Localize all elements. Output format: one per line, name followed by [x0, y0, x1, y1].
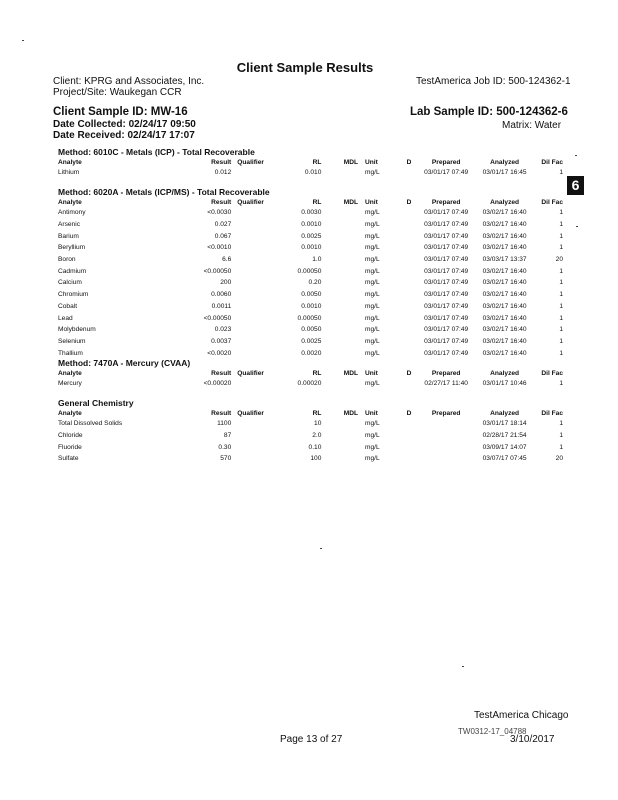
column-header-result: Result [211, 199, 232, 206]
column-header-analyzed: Analyzed [490, 199, 520, 206]
column-header-result: Result [211, 159, 232, 166]
table-row [58, 324, 563, 336]
cell-analyzed: 03/01/17 16:45 [482, 169, 527, 177]
cell-rl: 0.0050 [301, 326, 322, 334]
cell-prepared: 03/01/17 07:49 [424, 291, 469, 299]
cell-rl: 0.0030 [301, 209, 322, 217]
cell-analyte: Arsenic [58, 221, 80, 229]
cell-dil: 1 [559, 244, 563, 252]
column-header-analyzed: Analyzed [490, 410, 520, 417]
cell-result: <0.00050 [203, 267, 232, 275]
cell-result: 0.0060 [211, 291, 232, 299]
cell-analyzed: 03/02/17 16:40 [482, 232, 527, 240]
cell-prepared: 03/01/17 07:49 [424, 279, 469, 287]
cell-prepared: 03/01/17 07:49 [424, 221, 469, 229]
cell-dil: 1 [559, 349, 563, 357]
cell-dil: 1 [559, 380, 563, 388]
table-row [58, 336, 563, 348]
column-header-rl: RL [312, 159, 322, 166]
cell-rl: 0.0025 [301, 337, 322, 345]
cell-dil: 1 [559, 291, 563, 299]
cell-prepared: 03/01/17 07:49 [424, 314, 469, 322]
table-row [58, 277, 563, 289]
column-header-analyte: Analyte [58, 199, 82, 206]
cell-dil: 1 [559, 221, 563, 229]
cell-rl: 1.0 [312, 256, 322, 264]
scan-speck [22, 40, 24, 41]
cell-unit: mg/L [365, 455, 380, 463]
table-header [58, 198, 563, 207]
cell-result: 0.0037 [211, 337, 232, 345]
table-row [58, 230, 563, 242]
cell-prepared: 03/01/17 07:49 [424, 326, 469, 334]
cell-dil: 1 [559, 326, 563, 334]
column-header-analyzed: Analyzed [490, 159, 520, 166]
column-header-d: D [406, 159, 412, 166]
cell-analyte: Chloride [58, 432, 83, 440]
table-row [58, 254, 563, 266]
cell-analyzed: 03/02/17 16:40 [482, 244, 527, 252]
cell-dil: 20 [555, 256, 563, 264]
cell-analyzed: 03/02/17 16:40 [482, 279, 527, 287]
date-received: Date Received: 02/24/17 17:07 [53, 130, 195, 141]
cell-rl: 0.10 [308, 443, 322, 451]
table-row [58, 167, 563, 179]
table-row [58, 242, 563, 254]
column-header-mdl: MDL [343, 410, 359, 417]
column-header-dil: Dil Fac [541, 199, 563, 206]
cell-unit: mg/L [365, 256, 380, 264]
results-section [58, 358, 563, 390]
cell-unit: mg/L [365, 279, 380, 287]
cell-analyte: Antimony [58, 209, 86, 217]
cell-unit: mg/L [365, 432, 380, 440]
cell-prepared: 03/01/17 07:49 [424, 209, 469, 217]
cell-unit: mg/L [365, 326, 380, 334]
table-row [58, 312, 563, 324]
section-title: Method: 7470A - Mercury (CVAA) [58, 358, 191, 368]
matrix: Matrix: Water [502, 120, 562, 131]
table-row [58, 207, 563, 219]
cell-prepared: 02/27/17 11:40 [424, 380, 468, 388]
column-header-unit: Unit [365, 159, 378, 166]
cell-dil: 1 [559, 267, 563, 275]
cell-result: <0.0010 [207, 244, 232, 252]
column-header-mdl: MDL [343, 370, 359, 377]
column-header-result: Result [211, 410, 232, 417]
cell-analyte: Mercury [58, 380, 82, 388]
column-header-d: D [406, 370, 412, 377]
cell-prepared: 03/01/17 07:49 [424, 349, 469, 357]
cell-analyte: Lead [58, 314, 73, 322]
cell-rl: 0.0025 [301, 232, 322, 240]
cell-prepared: 03/01/17 07:49 [424, 302, 469, 310]
cell-analyte: Beryllium [58, 244, 86, 252]
cell-analyte: Molybdenum [58, 326, 96, 334]
column-header-qualifier: Qualifier [237, 410, 264, 417]
column-header-rl: RL [312, 199, 322, 206]
cell-analyte: Chromium [58, 291, 89, 299]
section-tab-marker: 6 [567, 176, 584, 195]
cell-dil: 1 [559, 232, 563, 240]
cell-dil: 1 [559, 209, 563, 217]
date-collected: Date Collected: 02/24/17 09:50 [53, 119, 196, 130]
scan-speck [575, 155, 577, 156]
cell-result: 0.027 [214, 221, 232, 229]
cell-analyzed: 03/03/17 13:37 [482, 256, 527, 264]
cell-analyte: Calcium [58, 279, 82, 287]
table-row [58, 265, 563, 277]
cell-analyte: Lithium [58, 169, 80, 177]
cell-unit: mg/L [365, 232, 380, 240]
cell-prepared: 03/01/17 07:49 [424, 244, 469, 252]
cell-rl: 0.0010 [301, 244, 322, 252]
table-header [58, 369, 563, 378]
lab-name: TestAmerica Chicago [474, 710, 569, 721]
column-header-dil: Dil Fac [541, 410, 563, 417]
cell-analyte: Cobalt [58, 302, 78, 310]
cell-rl: 0.00050 [297, 267, 322, 275]
cell-analyte: Barium [58, 232, 79, 240]
cell-analyte: Thallium [58, 349, 83, 357]
cell-unit: mg/L [365, 169, 380, 177]
column-header-qualifier: Qualifier [237, 159, 264, 166]
section-title: Method: 6010C - Metals (ICP) - Total Recoverable [58, 147, 255, 157]
cell-unit: mg/L [365, 302, 380, 310]
cell-dil: 1 [559, 337, 563, 345]
cell-unit: mg/L [365, 420, 380, 428]
column-header-dil: Dil Fac [541, 370, 563, 377]
cell-unit: mg/L [365, 221, 380, 229]
table-row [58, 430, 563, 442]
cell-unit: mg/L [365, 267, 380, 275]
cell-result: 6.6 [222, 256, 232, 264]
column-header-rl: RL [312, 410, 322, 417]
cell-analyte: Sulfate [58, 455, 79, 463]
cell-rl: 100 [310, 455, 322, 463]
cell-dil: 1 [559, 443, 563, 451]
project-site: Project/Site: Waukegan CCR [53, 87, 182, 98]
cell-analyte: Boron [58, 256, 76, 264]
cell-result: 570 [220, 455, 232, 463]
cell-rl: 0.00050 [297, 314, 322, 322]
cell-analyzed: 03/02/17 16:40 [482, 209, 527, 217]
column-header-unit: Unit [365, 370, 378, 377]
column-header-qualifier: Qualifier [237, 370, 264, 377]
column-header-d: D [406, 199, 412, 206]
cell-prepared: 03/01/17 07:49 [424, 337, 469, 345]
cell-rl: 0.00020 [297, 380, 322, 388]
cell-analyzed: 03/02/17 16:40 [482, 221, 527, 229]
column-header-rl: RL [312, 370, 322, 377]
section-title: General Chemistry [58, 398, 134, 408]
column-header-unit: Unit [365, 199, 378, 206]
cell-result: 0.012 [214, 169, 232, 177]
column-header-mdl: MDL [343, 199, 359, 206]
client-name: Client: KPRG and Associates, Inc. [53, 76, 205, 87]
column-header-analyte: Analyte [58, 370, 82, 377]
cell-unit: mg/L [365, 314, 380, 322]
column-header-qualifier: Qualifier [237, 199, 264, 206]
results-section [58, 398, 563, 465]
cell-result: <0.0030 [207, 209, 232, 217]
cell-analyte: Selenium [58, 337, 86, 345]
page-number: Page 13 of 27 [280, 734, 343, 745]
section-title: Method: 6020A - Metals (ICP/MS) - Total Recoverable [58, 187, 270, 197]
column-header-d: D [406, 410, 412, 417]
column-header-prepared: Prepared [431, 159, 461, 166]
scan-speck [462, 666, 464, 667]
scan-speck [576, 226, 578, 227]
cell-analyte: Fluoride [58, 443, 82, 451]
column-header-analyte: Analyte [58, 410, 82, 417]
cell-analyzed: 03/02/17 16:40 [482, 291, 527, 299]
cell-analyzed: 03/02/17 16:40 [482, 267, 527, 275]
table-row [58, 441, 563, 453]
cell-unit: mg/L [365, 291, 380, 299]
lab-sample-id: Lab Sample ID: 500-124362-6 [410, 106, 568, 118]
cell-analyzed: 03/02/17 16:40 [482, 349, 527, 357]
cell-dil: 1 [559, 169, 563, 177]
table-row [58, 289, 563, 301]
client-sample-id: Client Sample ID: MW-16 [53, 106, 188, 118]
column-header-analyzed: Analyzed [490, 370, 520, 377]
table-header [58, 158, 563, 167]
cell-analyte: Total Dissolved Solids [58, 420, 123, 428]
cell-rl: 0.0010 [301, 221, 322, 229]
report-code: TW0312-17_04788 [458, 727, 527, 736]
cell-rl: 0.20 [308, 279, 322, 287]
cell-unit: mg/L [365, 349, 380, 357]
results-section [58, 147, 563, 179]
cell-rl: 0.0020 [301, 349, 322, 357]
cell-result: 0.067 [214, 232, 232, 240]
cell-dil: 20 [555, 455, 563, 463]
cell-result: <0.00050 [203, 314, 232, 322]
table-row [58, 301, 563, 313]
job-id: TestAmerica Job ID: 500-124362-1 [416, 76, 571, 87]
column-header-prepared: Prepared [431, 199, 461, 206]
cell-analyzed: 03/02/17 16:40 [482, 314, 527, 322]
cell-result: 0.0011 [211, 302, 232, 310]
cell-result: 87 [223, 432, 232, 440]
cell-dil: 1 [559, 420, 563, 428]
cell-analyzed: 03/02/17 16:40 [482, 337, 527, 345]
cell-unit: mg/L [365, 443, 380, 451]
cell-rl: 2.0 [312, 432, 322, 440]
cell-rl: 0.0050 [301, 291, 322, 299]
table-header [58, 409, 563, 418]
cell-unit: mg/L [365, 244, 380, 252]
cell-result: 1100 [217, 420, 232, 428]
cell-unit: mg/L [365, 337, 380, 345]
cell-prepared: 03/01/17 07:49 [424, 232, 469, 240]
cell-result: 0.30 [218, 443, 232, 451]
column-header-prepared: Prepared [431, 410, 461, 417]
cell-result: <0.00020 [203, 380, 232, 388]
cell-analyzed: 03/02/17 16:40 [482, 302, 527, 310]
cell-analyzed: 03/09/17 14:07 [482, 443, 527, 451]
cell-analyzed: 03/01/17 10:46 [482, 380, 527, 388]
cell-rl: 10 [314, 420, 322, 428]
table-row [58, 418, 563, 430]
table-row [58, 453, 563, 465]
results-section [58, 187, 563, 359]
page-title: Client Sample Results [236, 60, 374, 75]
cell-dil: 1 [559, 302, 563, 310]
cell-unit: mg/L [365, 380, 380, 388]
column-header-result: Result [211, 370, 232, 377]
column-header-analyte: Analyte [58, 159, 82, 166]
scan-speck [320, 548, 322, 549]
cell-analyte: Cadmium [58, 267, 87, 275]
table-row [58, 219, 563, 231]
report-date: 3/10/2017 [510, 734, 555, 745]
cell-result: <0.0020 [207, 349, 232, 357]
cell-prepared: 03/01/17 07:49 [424, 267, 469, 275]
column-header-mdl: MDL [343, 159, 359, 166]
cell-analyzed: 03/01/17 18:14 [482, 420, 527, 428]
cell-result: 0.023 [214, 326, 232, 334]
cell-dil: 1 [559, 432, 563, 440]
column-header-dil: Dil Fac [541, 159, 563, 166]
cell-rl: 0.010 [304, 169, 322, 177]
cell-prepared: 03/01/17 07:49 [424, 169, 469, 177]
cell-result: 200 [220, 279, 232, 287]
cell-analyzed: 02/28/17 21:54 [482, 432, 527, 440]
column-header-prepared: Prepared [431, 370, 461, 377]
column-header-unit: Unit [365, 410, 378, 417]
cell-analyzed: 03/07/17 07:45 [482, 455, 527, 463]
cell-dil: 1 [559, 314, 563, 322]
cell-analyzed: 03/02/17 16:40 [482, 326, 527, 334]
cell-prepared: 03/01/17 07:49 [424, 256, 469, 264]
cell-unit: mg/L [365, 209, 380, 217]
cell-rl: 0.0010 [301, 302, 322, 310]
table-row [58, 378, 563, 390]
cell-dil: 1 [559, 279, 563, 287]
